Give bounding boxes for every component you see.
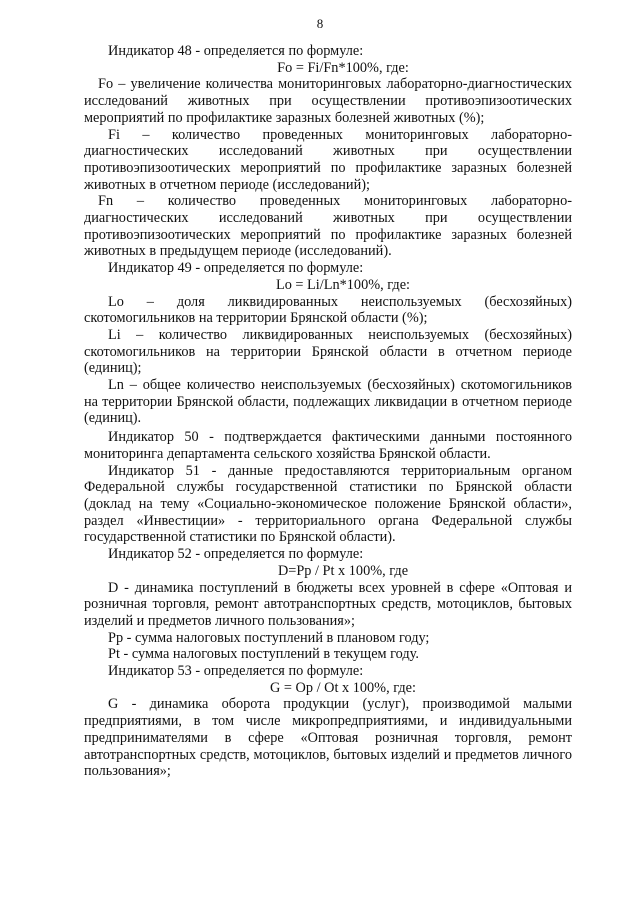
definition-d: D - динамика поступлений в бюджеты всех уровней в сфере «Оптовая и розничная торговля, ремонт автотранспортных средств, мотоциклов, бытовых изделий и предметов личного пользования»; [84, 579, 572, 629]
indicator-50-text: Индикатор 50 - подтверждается фактическими данными постоянного мониторинга департамента сельского хозяйства Брянской области. [84, 429, 572, 462]
definition-fo: Fo – увеличение количества мониторинговых лабораторно-диагностических исследований животных при осуществлении противоэпизоотических мероприятий по профилактике заразных болезней животных (%); [84, 76, 572, 126]
formula-53: G = Op / Ot x 100%, где: [270, 679, 416, 696]
indicator-52-heading: Индикатор 52 - определяется по формуле: [108, 546, 364, 563]
definition-fi: Fi – количество проведенных мониторинговых лабораторно-диагностических исследований животных при осуществлении противоэпизоотических мероприятий по профилактике заразных болезней животных в отчетном периоде (исследований); [84, 126, 572, 193]
definition-li: Li – количество ликвидированных неиспользуемых (бесхозяйных) скотомогильников на территории Брянской области в отчетном периоде (единиц); [84, 326, 572, 377]
page-number: 8 [316, 16, 324, 31]
formula-48: Fo = Fi/Fn*100%, где: [277, 59, 409, 76]
indicator-49-heading: Индикатор 49 - определяется по формуле: [108, 260, 364, 277]
definition-fn: Fn – количество проведенных мониторинговых лабораторно-диагностических исследований животных при осуществлении противоэпизоотических мероприятий по профилактике заразных болезней животных в предыдущем периоде (исследований). [84, 193, 572, 260]
definition-pt: Pt - сумма налоговых поступлений в текущем году. [108, 646, 419, 663]
formula-52: D=Pp / Pt x 100%, где [277, 562, 409, 579]
indicator-48-heading: Индикатор 48 - определяется по формуле: [108, 43, 364, 59]
indicator-53-heading: Индикатор 53 - определяется по формуле: [108, 663, 364, 680]
formula-49: Lo = Li/Ln*100%, где: [275, 276, 411, 293]
definition-g: G - динамика оборота продукции (услуг), производимой малыми предприятиями, в том числе микропредприятиями, и индивидуальными предпринимателями в сфере «Оптовая розничная торговля, ремонт автотранспортных средств, мотоциклов, бытовых изделий и предметов личного пользования»; [84, 696, 572, 780]
definition-pp: Pp - сумма налоговых поступлений в плановом году; [108, 629, 430, 646]
definition-ln: Ln – общее количество неиспользуемых (бесхозяйных) скотомогильников на территории Брянской области, подлежащих ликвидации в отчетном периоде (единиц). [84, 377, 572, 427]
indicator-51-text: Индикатор 51 - данные предоставляются территориальным органом Федеральной службы государственной статистики по Брянской области (доклад на тему «Социально-экономическое положение Брянской области», раздел «Инвестиции» - территориального органа Федеральной службы государственной статистики по Брянской области). [84, 462, 572, 546]
definition-lo: Lo – доля ликвидированных неиспользуемых (бесхозяйных) скотомогильников на территории Брянской области (%); [84, 293, 572, 327]
document-body [84, 43, 572, 780]
